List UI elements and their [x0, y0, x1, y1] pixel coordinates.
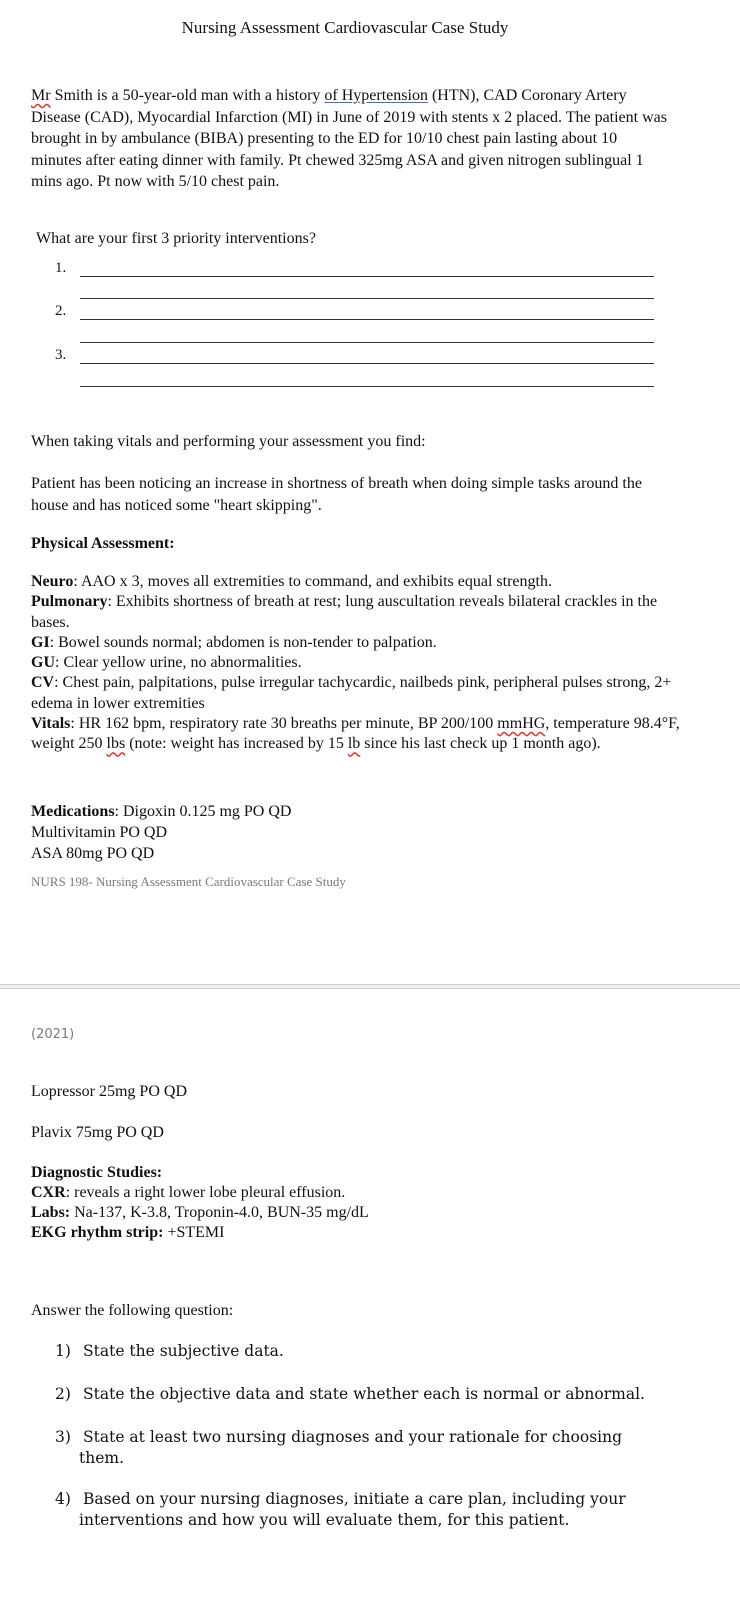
diagnostic-studies: [31, 1163, 651, 1243]
priority-number-1: 1.: [55, 260, 67, 276]
physical-assessment-heading: Physical Assessment:: [31, 535, 175, 552]
answer-line-1a[interactable]: [80, 276, 654, 277]
medication-asa: ASA 80mg PO QD: [31, 845, 155, 862]
vitals-finding: Vitals: HR 162 bpm, respiratory rate 30 breaths per minute, BP 200/100 mmHG, temperature 98.4°F, weight 250 lbs (note: weight has increased by 15 lb since his last check up 1 month ago).: [31, 715, 680, 753]
page-footer: NURS 198- Nursing Assessment Cardiovascular Case Study: [31, 874, 346, 889]
answer-line-3a[interactable]: [80, 363, 654, 364]
assessment-findings-intro: When taking vitals and performing your assessment you find:: [31, 433, 426, 450]
answer-line-1b[interactable]: [80, 298, 654, 299]
case-intro-paragraph: [31, 85, 671, 193]
question-item-1: 1) State the subjective data.: [55, 1342, 284, 1360]
intro-text: Smith is a 50-year-old man with a history: [50, 87, 325, 104]
answer-line-2a[interactable]: [80, 319, 654, 320]
page-two: [0, 987, 740, 1607]
physical-assessment-body: [31, 572, 681, 755]
labs-result: Labs: Na-137, K-3.8, Troponin-4.0, BUN-35 mg/dL: [31, 1204, 369, 1221]
gu-finding: GU: Clear yellow urine, no abnormalities.: [31, 654, 302, 672]
priority-question: What are your first 3 priority interventions?: [36, 230, 316, 247]
question-item-3: 3) State at least two nursing diagnoses and your rationale for choosing them.: [55, 1428, 623, 1467]
subjective-history: Patient has been noticing an increase in shortness of breath when doing simple tasks around the house and has noticed some "heart skipping".: [31, 475, 642, 514]
medication-multivitamin: Multivitamin PO QD: [31, 824, 168, 841]
neuro-finding: Neuro: AAO x 3, moves all extremities to command, and exhibits equal strength.: [31, 573, 552, 590]
medication-plavix: Plavix 75mg PO QD: [31, 1124, 164, 1141]
ekg-result: EKG rhythm strip: +STEMI: [31, 1224, 225, 1241]
grammar-flag: of Hypertension: [324, 87, 428, 104]
gi-finding: GI: Bowel sounds normal; abdomen is non-tender to palpation.: [31, 633, 437, 651]
priority-number-2: 2.: [55, 303, 67, 319]
answer-heading: Answer the following question:: [31, 1302, 234, 1319]
answer-line-3b[interactable]: [80, 386, 654, 387]
page-header-year: (2021): [31, 1027, 75, 1042]
question-item-4: 4) Based on your nursing diagnoses, initiate a care plan, including your interventions and how you will evaluate them, for this patient.: [55, 1490, 626, 1529]
medication-lopressor: Lopressor 25mg PO QD: [31, 1083, 187, 1100]
priority-number-3: 3.: [55, 347, 67, 363]
medication-digoxin: Medications: Digoxin 0.125 mg PO QD: [31, 803, 292, 820]
document-title: Nursing Assessment Cardiovascular Case Study: [181, 18, 509, 37]
pulmonary-finding: Pulmonary: Exhibits shortness of breath at rest; lung auscultation reveals bilateral crackles in the bases.: [31, 593, 658, 631]
cxr-result: CXR: reveals a right lower lobe pleural effusion.: [31, 1184, 346, 1201]
spellcheck-word: Mr: [31, 87, 51, 104]
answer-line-2b[interactable]: [80, 342, 654, 343]
intro-text-rest: (HTN), CAD Coronary Artery Disease (CAD), Myocardial Infarction (MI) in June of 2019 with stents x 2 placed. The patient was brought in by ambulance (BIBA) presenting to the ED for 10/10 chest pain lasting about 10 minutes after eating dinner with family. Pt chewed 325mg ASA and given nitrogen sublingual 1 mins ago. Pt now with 5/10 chest pain.: [31, 87, 667, 190]
question-item-2: 2) State the objective data and state whether each is normal or abnormal.: [55, 1385, 645, 1403]
diagnostic-heading: Diagnostic Studies:: [31, 1164, 163, 1181]
medications-list: [31, 801, 631, 864]
cv-finding: CV: Chest pain, palpitations, pulse irregular tachycardic, nailbeds pink, peripheral pulses strong, 2+ edema in lower extremities: [31, 674, 672, 712]
